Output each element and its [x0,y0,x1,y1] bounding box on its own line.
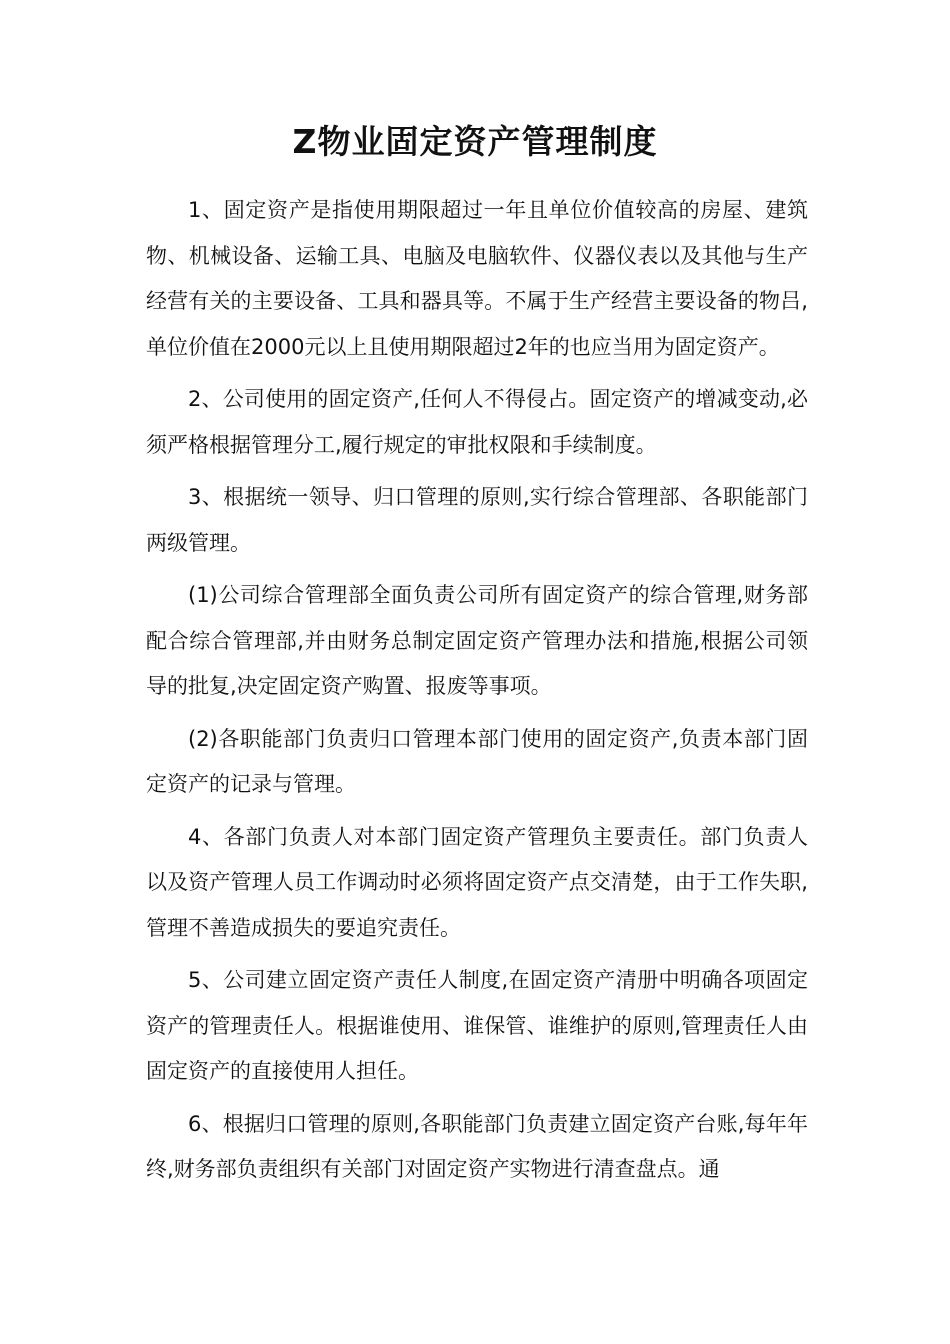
paragraph-1: 1、固定资产是指使用期限超过一年且单位价值较高的房屋、建筑物、机械设备、运输工具、电脑及电脑软件、仪器仪表以及其他与生产经营有关的主要设备、工具和器具等。不属于生产经营主要设备的物吕,单位价值在2000元以上且使用期限超过2年的也应当用为固定资产。 [146,198,808,359]
paragraph-3-1: (1)公司综合管理部全面负责公司所有固定资产的综合管理,财务部配合综合管理部,并由财务总制定固定资产管理办法和措施,根据公司领导的批复,决定固定资产购置、报废等事项。 [146,583,808,698]
document-title: Z物业固定资产管理制度 [292,122,658,161]
paragraph-5: 5、公司建立固定资产责任人制度,在固定资产清册中明确各项固定资产的管理责任人。根据谁使用、谁保管、谁维护的原则,管理责任人由固定资产的直接使用人担任。 [146,968,808,1083]
paragraph-3: 3、根据统一领导、归口管理的原则,实行综合管理部、各职能部门两级管理。 [146,485,808,555]
paragraph-4: 4、各部门负责人对本部门固定资产管理负主要责任。部门负责人以及资产管理人员工作调动时必须将固定资产点交清楚，由于工作失职,管理不善造成损失的要追究责任。 [146,824,808,940]
paragraph-3-2: (2)各职能部门负责归口管理本部门使用的固定资产,负责本部门固定资产的记录与管理。 [146,726,808,796]
paragraph-2: 2、公司使用的固定资产,任何人不得侵占。固定资产的增减变动,必须严格根据管理分工,履行规定的审批权限和手续制度。 [146,387,808,457]
document-body [146,188,808,1200]
paragraph-6: 6、根据归口管理的原则,各职能部门负责建立固定资产台账,每年年终,财务部负责组织有关部门对固定资产实物进行清查盘点。通 [146,1111,808,1181]
